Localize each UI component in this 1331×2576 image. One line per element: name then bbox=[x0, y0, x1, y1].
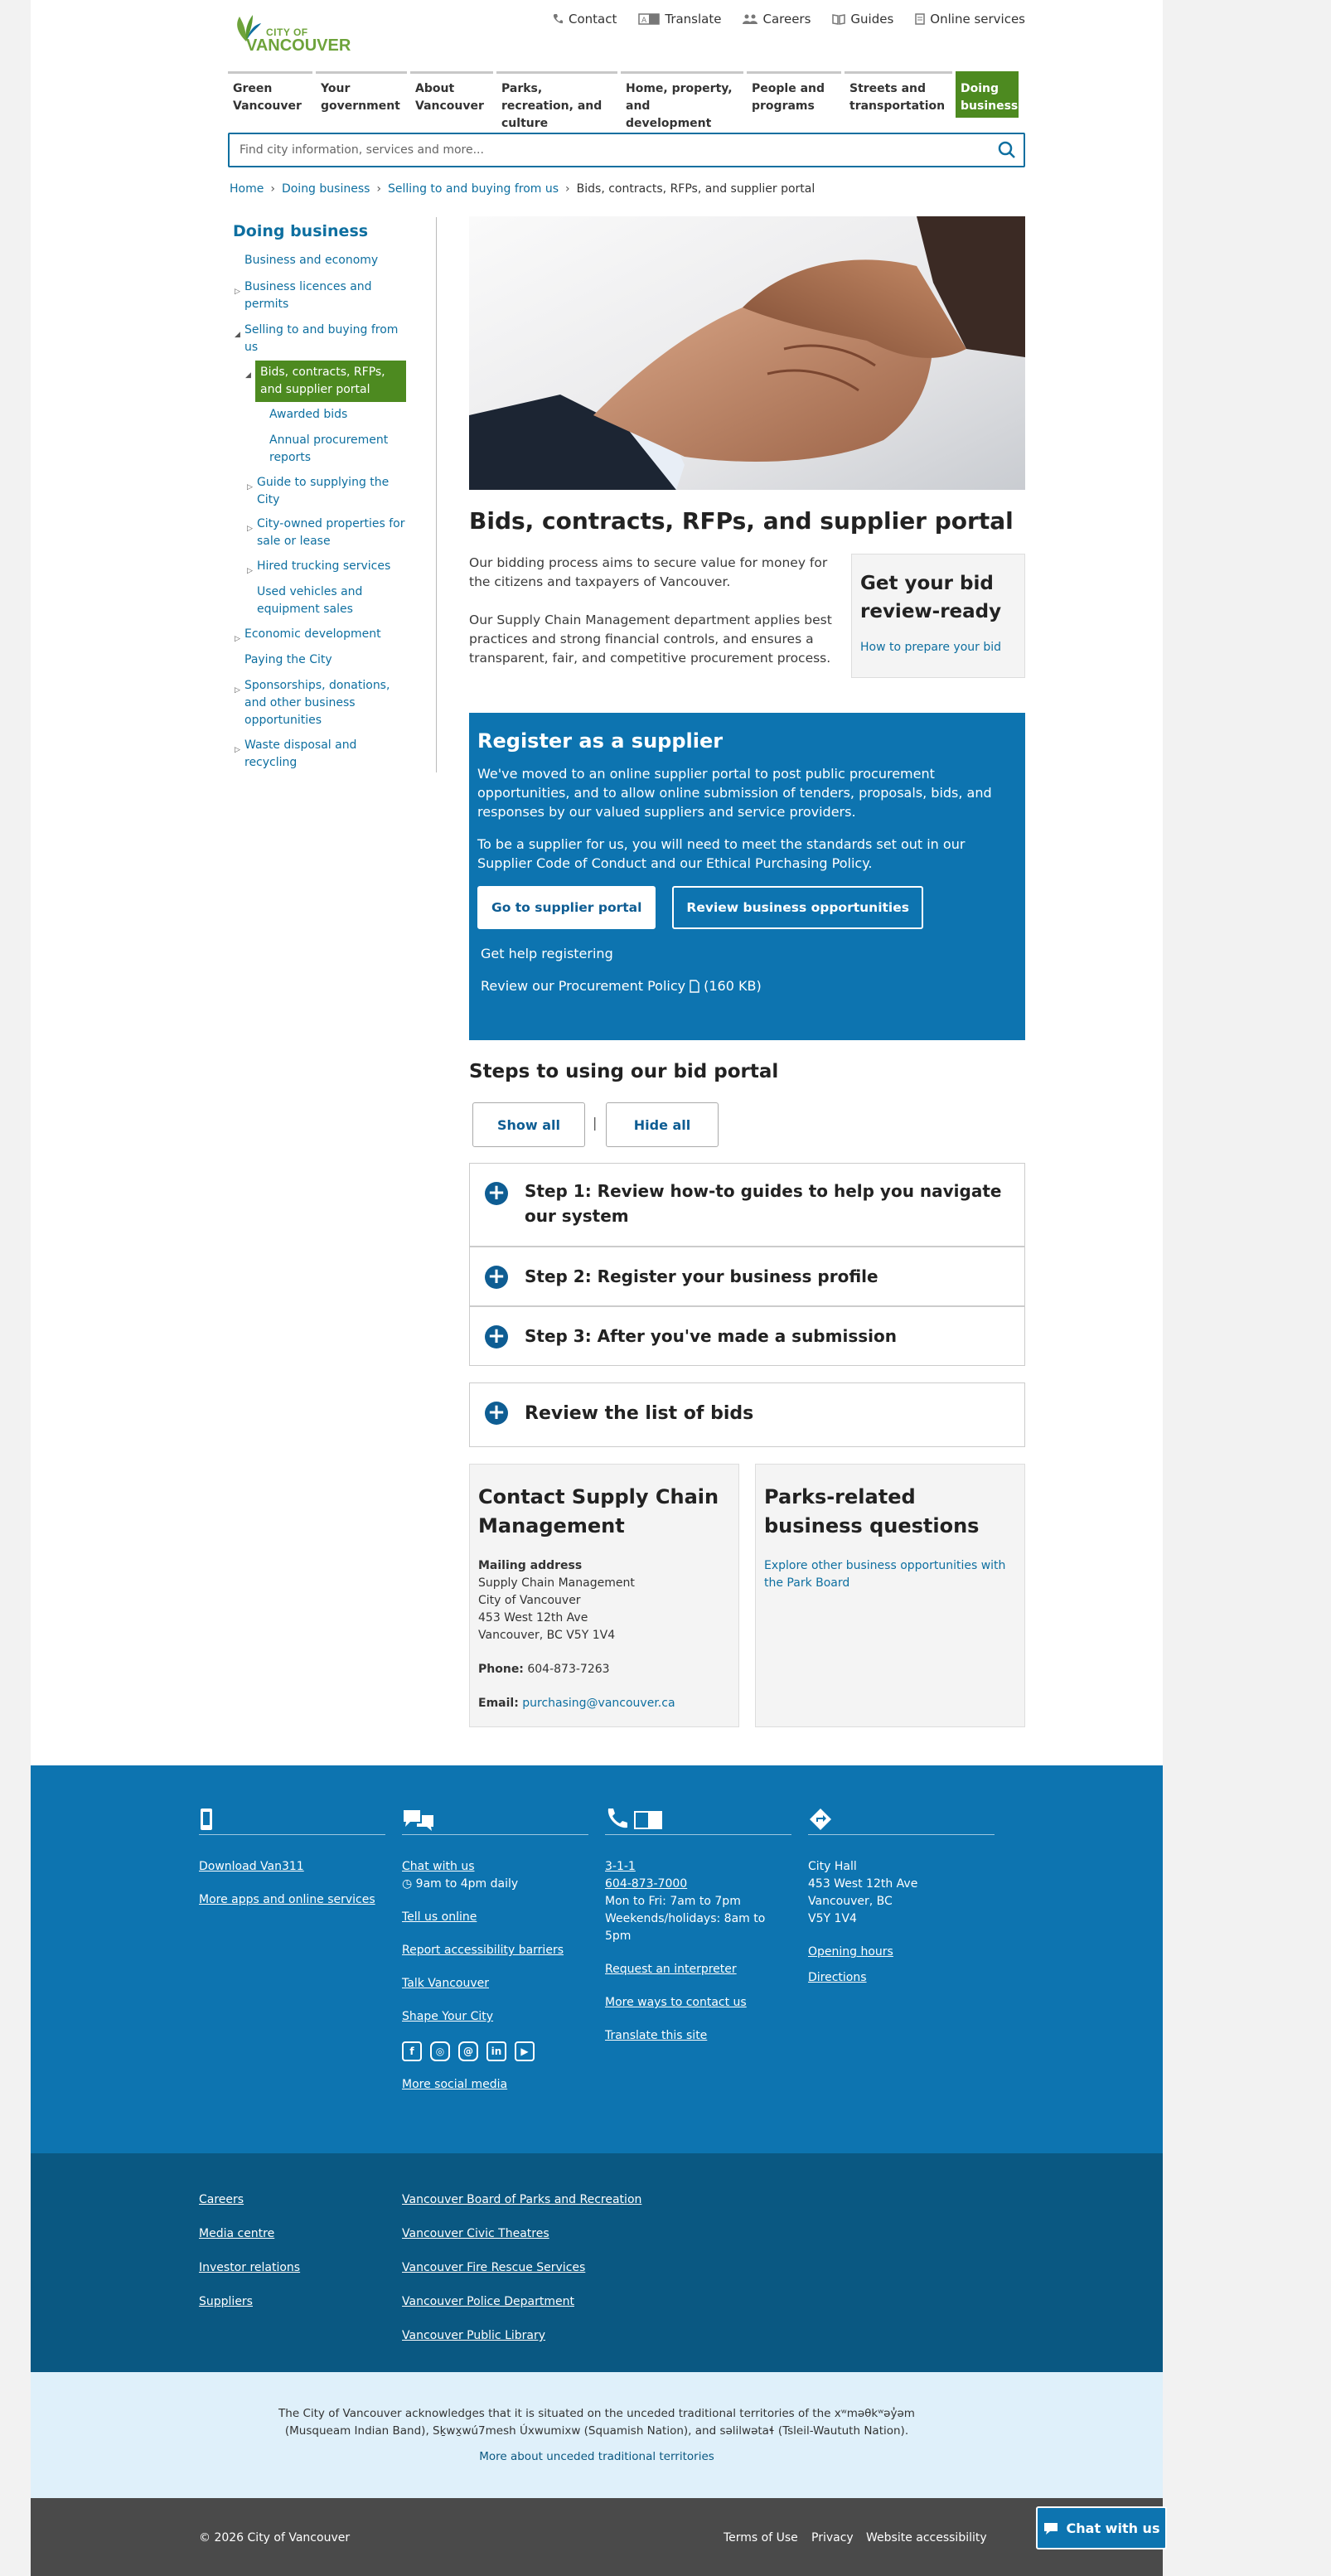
people-icon bbox=[743, 13, 757, 25]
sidebar-item-procurement-reports[interactable] bbox=[269, 432, 394, 467]
translate-link[interactable] bbox=[638, 12, 721, 27]
procurement-policy-size: (160 KB) bbox=[704, 978, 762, 994]
sidebar-item-used-vehicles[interactable] bbox=[257, 583, 381, 618]
sidebar-item-label: Business licences and permits bbox=[244, 280, 372, 311]
unceded-territories-link[interactable]: More about unceded traditional territories bbox=[479, 2450, 714, 2463]
nav-about-vancouver[interactable]: About Vancouver bbox=[410, 71, 493, 118]
accordion-review-bids[interactable] bbox=[469, 1382, 1025, 1447]
triangle-down-icon: ◢ bbox=[235, 331, 240, 339]
search-icon[interactable] bbox=[990, 134, 1024, 166]
land-acknowledgement-text: The City of Vancouver acknowledges that it is situated on the unceded traditional territories of the xʷməθkʷəy̓əm (Musqueam Indian Band), Sḵwx̱wú7mesh Úxwumixw (Squamish Nation), and səlilwətaɬ (Tsleil-Waututh Nation). bbox=[278, 2407, 915, 2438]
handshake-image bbox=[469, 216, 1025, 490]
sidebar-item-guide-supplying[interactable] bbox=[247, 474, 398, 509]
more-apps-link[interactable]: More apps and online services bbox=[199, 1893, 375, 1906]
contact-card-title: Contact Supply Chain Management bbox=[478, 1485, 719, 1537]
careers-label: Careers bbox=[762, 12, 811, 27]
sidebar-item-economic-development[interactable] bbox=[235, 626, 427, 643]
accordion-step-2[interactable] bbox=[469, 1247, 1025, 1306]
sidebar-item-city-properties[interactable] bbox=[247, 516, 406, 550]
copyright: © 2026 City of Vancouver bbox=[199, 2531, 351, 2545]
sidebar-item-label: Used vehicles and equipment sales bbox=[257, 585, 363, 616]
terms-link[interactable]: Terms of Use bbox=[724, 2531, 798, 2545]
accordion-step-3-label: Step 3: After you've made a submission bbox=[525, 1326, 897, 1346]
translate-site-link[interactable]: Translate this site bbox=[605, 2029, 708, 2042]
accordion-step-3[interactable] bbox=[469, 1306, 1025, 1366]
triangle-right-icon: ▷ bbox=[247, 483, 253, 491]
mailing-address-label: Mailing address bbox=[478, 1559, 583, 1572]
footer-police-link[interactable]: Vancouver Police Department bbox=[402, 2295, 574, 2308]
youtube-icon[interactable]: ▶ bbox=[515, 2041, 535, 2061]
triangle-down-icon: ◢ bbox=[245, 371, 251, 380]
footer-careers-link[interactable]: Careers bbox=[199, 2193, 244, 2206]
footer-bottom bbox=[31, 2498, 1163, 2576]
triangle-right-icon: ▷ bbox=[247, 567, 253, 575]
accordion-step-2-label: Step 2: Register your business profile bbox=[525, 1266, 878, 1286]
phone-label: Phone: bbox=[478, 1663, 524, 1676]
review-opportunities-button[interactable]: Review business opportunities bbox=[672, 886, 923, 929]
page bbox=[31, 0, 1163, 2576]
phone-value: 604-873-7263 bbox=[527, 1663, 610, 1676]
plus-circle-icon: + bbox=[485, 1266, 508, 1289]
sidebar-item-label: Guide to supplying the City bbox=[257, 476, 390, 506]
register-paragraph-2 bbox=[477, 835, 1017, 873]
sidebar-item-hired-trucking[interactable] bbox=[247, 558, 414, 575]
intro-paragraph-2: Our Supply Chain Management department applies best practices and strong financial controls, and ensures a transparent, fair, and competitive procurement process. bbox=[469, 613, 832, 666]
download-van311-link[interactable]: Download Van311 bbox=[199, 1860, 304, 1873]
bid-review-callout bbox=[851, 554, 1025, 678]
pdf-document-icon bbox=[689, 980, 700, 993]
sidebar-item-sponsorships[interactable] bbox=[235, 677, 394, 729]
steps-heading: Steps to using our bid portal bbox=[469, 1061, 779, 1082]
address-line: Vancouver, BC V5Y 1V4 bbox=[478, 1629, 616, 1642]
plus-circle-icon: + bbox=[485, 1182, 508, 1205]
more-ways-contact-link[interactable]: More ways to contact us bbox=[605, 1996, 747, 2009]
sidebar bbox=[230, 217, 437, 772]
footer-civic-theatres-link[interactable]: Vancouver Civic Theatres bbox=[402, 2227, 549, 2240]
sidebar-item-label: Awarded bids bbox=[269, 408, 348, 421]
shape-your-city-link[interactable]: Shape Your City bbox=[402, 2010, 494, 2023]
privacy-link[interactable]: Privacy bbox=[811, 2531, 854, 2545]
help-registering-link[interactable]: Get help registering bbox=[481, 946, 613, 961]
register-p2-text: To be a supplier for us, you will need to meet the standards set out in our bbox=[477, 836, 966, 852]
show-all-button[interactable]: Show all bbox=[472, 1102, 585, 1147]
contact-link[interactable] bbox=[552, 12, 617, 27]
sidebar-title[interactable]: Doing business bbox=[233, 222, 369, 240]
procurement-policy-label: Review our Procurement Policy bbox=[481, 978, 686, 994]
request-interpreter-link[interactable]: Request an interpreter bbox=[605, 1963, 737, 1976]
register-title: Register as a supplier bbox=[477, 729, 724, 753]
sidebar-item-label: Selling to and buying from us bbox=[244, 323, 399, 354]
weekend-hours: Weekends/holidays: 8am to 5pm bbox=[605, 1912, 766, 1943]
main-nav bbox=[228, 71, 1025, 130]
email-link[interactable]: purchasing@vancouver.ca bbox=[522, 1697, 675, 1710]
footer-col-contact bbox=[605, 1807, 791, 2060]
linkedin-icon[interactable]: in bbox=[486, 2041, 506, 2061]
threads-icon[interactable]: @ bbox=[458, 2041, 478, 2061]
directions-link[interactable]: Directions bbox=[808, 1971, 867, 1984]
tell-us-online-link[interactable]: Tell us online bbox=[402, 1910, 477, 1924]
hide-all-button[interactable]: Hide all bbox=[606, 1102, 719, 1147]
chevron-right-icon: › bbox=[270, 182, 275, 196]
plus-circle-icon: + bbox=[485, 1325, 508, 1349]
sidebar-item-label: Bids, contracts, RFPs, and supplier portal bbox=[260, 366, 385, 396]
footer-investor-link[interactable]: Investor relations bbox=[199, 2261, 301, 2274]
sidebar-item-business-economy[interactable] bbox=[244, 252, 427, 269]
sidebar-item-label: Paying the City bbox=[244, 653, 332, 666]
footer-main bbox=[31, 1765, 1163, 2153]
triangle-right-icon: ▷ bbox=[235, 288, 240, 296]
accessibility-link[interactable]: Website accessibility bbox=[866, 2531, 987, 2545]
weekday-hours: Mon to Fri: 7am to 7pm bbox=[605, 1895, 741, 1908]
email-label: Email: bbox=[478, 1697, 519, 1710]
triangle-right-icon: ▷ bbox=[235, 635, 240, 643]
sidebar-item-label: Hired trucking services bbox=[257, 559, 391, 573]
page-title: Bids, contracts, RFPs, and supplier portal bbox=[469, 507, 1014, 535]
triangle-right-icon: ▷ bbox=[235, 746, 240, 754]
online-services-label: Online services bbox=[930, 12, 1025, 27]
nav-green-vancouver[interactable]: Green Vancouver bbox=[228, 71, 312, 118]
svg-text:A: A bbox=[641, 17, 647, 25]
instagram-icon[interactable]: ◎ bbox=[430, 2041, 450, 2061]
address-line: Supply Chain Management bbox=[478, 1576, 635, 1590]
supplier-code-link[interactable]: Supplier Code of Conduct bbox=[477, 855, 647, 871]
accordion-step-1[interactable] bbox=[469, 1163, 1025, 1247]
guides-link[interactable] bbox=[832, 12, 893, 27]
footer-col-apps bbox=[199, 1807, 385, 1925]
bid-review-title: Get your bid review-ready bbox=[860, 573, 1002, 622]
sidebar-item-bids-contracts[interactable] bbox=[245, 361, 406, 402]
sidebar-item-business-licences[interactable] bbox=[235, 278, 377, 313]
talk-vancouver-link[interactable]: Talk Vancouver bbox=[402, 1977, 489, 1990]
triangle-right-icon: ▷ bbox=[247, 525, 253, 533]
sidebar-item-label: Sponsorships, donations, and other business opportunities bbox=[244, 679, 390, 727]
sidebar-item-label: Business and economy bbox=[244, 254, 379, 267]
sidebar-item-paying-city[interactable] bbox=[244, 651, 427, 669]
facebook-icon[interactable]: f bbox=[402, 2041, 422, 2061]
search-bar[interactable] bbox=[228, 133, 1025, 167]
logo-vancouver-text: VANCOUVER bbox=[246, 36, 351, 55]
contact-label: Contact bbox=[569, 12, 617, 27]
chat-with-us-button[interactable] bbox=[1036, 2506, 1167, 2549]
mobile-phone-icon bbox=[199, 1807, 214, 1832]
translate-label: Translate bbox=[665, 12, 722, 27]
online-services-link[interactable] bbox=[915, 12, 1025, 27]
sidebar-item-awarded-bids[interactable] bbox=[269, 406, 410, 424]
footer-col-engage bbox=[402, 1807, 588, 2109]
sidebar-item-selling-buying[interactable] bbox=[235, 322, 410, 356]
logo-city-text: CITY OF bbox=[266, 27, 308, 38]
nav-parks-recreation-culture[interactable]: Parks, recreation, and culture bbox=[496, 71, 617, 118]
register-paragraph-1: We've moved to an online supplier portal to post public procurement opportunities, and to allow online submission of tenders, proposals, bids, and responses by our valued suppliers and service providers. bbox=[477, 766, 992, 820]
footer-suppliers-link[interactable]: Suppliers bbox=[199, 2295, 253, 2308]
book-icon bbox=[832, 13, 845, 25]
clock-icon: ◷ bbox=[402, 1877, 413, 1891]
footer-park-board-link[interactable]: Vancouver Board of Parks and Recreation bbox=[402, 2193, 642, 2206]
footer-library-link[interactable]: Vancouver Public Library bbox=[402, 2329, 546, 2342]
chat-bubbles-icon bbox=[402, 1807, 435, 1832]
careers-link[interactable] bbox=[743, 12, 811, 27]
accordion-step-1-label: Step 1: Review how-to guides to help you navigate our system bbox=[525, 1181, 1002, 1226]
phone-interpreter-icon bbox=[605, 1807, 666, 1832]
chat-with-us-link[interactable]: Chat with us bbox=[402, 1860, 475, 1873]
chat-button-label: Chat with us bbox=[1066, 2520, 1160, 2536]
chat-bubble-icon bbox=[1043, 2521, 1058, 2535]
breadcrumb-selling-buying[interactable]: Selling to and buying from us bbox=[388, 182, 559, 196]
address-line: City of Vancouver bbox=[478, 1594, 581, 1607]
button-separator: | bbox=[593, 1115, 598, 1131]
nav-your-government[interactable]: Your government bbox=[316, 71, 407, 118]
sidebar-item-label: Economic development bbox=[244, 627, 381, 641]
nav-home-property-development[interactable]: Home, property, and development bbox=[621, 71, 743, 118]
ethical-policy-link[interactable]: Ethical Purchasing Policy bbox=[705, 855, 869, 871]
register-p2-end: . bbox=[868, 855, 873, 871]
sidebar-item-label: City-owned properties for sale or lease bbox=[257, 517, 405, 548]
footer-secondary bbox=[31, 2153, 1163, 2372]
park-board-link[interactable]: Explore other business opportunities with the Park Board bbox=[764, 1559, 1006, 1590]
chevron-right-icon: › bbox=[565, 182, 570, 196]
city-hall-address: V5Y 1V4 bbox=[808, 1912, 857, 1925]
contact-card bbox=[469, 1464, 739, 1727]
nav-doing-business[interactable]: Doing business bbox=[956, 71, 1019, 118]
footer-fire-rescue-link[interactable]: Vancouver Fire Rescue Services bbox=[402, 2261, 586, 2274]
chevron-right-icon: › bbox=[376, 182, 382, 196]
opening-hours-link[interactable]: Opening hours bbox=[808, 1945, 893, 1959]
plus-circle-icon: + bbox=[485, 1402, 508, 1425]
translate-icon bbox=[638, 12, 660, 26]
breadcrumb-doing-business[interactable]: Doing business bbox=[281, 182, 370, 196]
utility-nav bbox=[561, 12, 1025, 27]
review-bids-label: Review the list of bids bbox=[525, 1403, 754, 1424]
intro-paragraph-1: Our bidding process aims to secure value for money for the citizens and taxpayers of Vancouver. bbox=[469, 555, 828, 589]
report-barriers-link[interactable]: Report accessibility barriers bbox=[402, 1944, 564, 1957]
procurement-policy-link[interactable] bbox=[481, 978, 1017, 994]
footer-col-cityhall bbox=[808, 1807, 995, 2002]
search-input[interactable]: Find city information, services and more... bbox=[240, 143, 484, 157]
register-p2-mid: and our bbox=[646, 855, 706, 871]
sidebar-item-label: Waste disposal and recycling bbox=[244, 738, 357, 769]
city-hall-address: 453 West 12th Ave bbox=[808, 1877, 918, 1891]
directions-icon bbox=[808, 1807, 833, 1832]
phone-icon bbox=[552, 13, 564, 25]
register-supplier-panel bbox=[469, 713, 1025, 1040]
city-hall-address: Vancouver, BC bbox=[808, 1895, 893, 1908]
footer-media-centre-link[interactable]: Media centre bbox=[199, 2227, 275, 2240]
phone-604-873-7000-link[interactable]: 604-873-7000 bbox=[605, 1877, 688, 1891]
nav-people-programs[interactable]: People and programs bbox=[747, 71, 841, 118]
parks-card bbox=[755, 1464, 1025, 1727]
guides-label: Guides bbox=[850, 12, 894, 27]
311-link[interactable]: 3-1-1 bbox=[605, 1860, 636, 1873]
nav-streets-transportation[interactable]: Streets and transportation bbox=[845, 71, 952, 118]
document-icon bbox=[915, 13, 925, 25]
address-line: 453 West 12th Ave bbox=[478, 1611, 588, 1625]
chat-hours: 9am to 4pm daily bbox=[415, 1877, 519, 1891]
go-to-supplier-portal-button[interactable]: Go to supplier portal bbox=[477, 886, 656, 929]
triangle-right-icon: ▷ bbox=[235, 686, 240, 695]
city-hall-address: City Hall bbox=[808, 1860, 857, 1873]
breadcrumb-current: Bids, contracts, RFPs, and supplier portal bbox=[576, 182, 816, 196]
breadcrumb-home[interactable]: Home bbox=[230, 182, 264, 196]
sidebar-item-label: Annual procurement reports bbox=[269, 433, 389, 464]
more-social-link[interactable]: More social media bbox=[402, 2078, 508, 2091]
parks-card-title: Parks-related business questions bbox=[764, 1485, 980, 1537]
breadcrumb bbox=[230, 182, 815, 196]
land-acknowledgement bbox=[31, 2372, 1163, 2498]
city-logo[interactable] bbox=[230, 8, 351, 60]
prepare-bid-link[interactable]: How to prepare your bid bbox=[860, 641, 1002, 654]
sidebar-item-waste-disposal[interactable] bbox=[235, 737, 377, 772]
